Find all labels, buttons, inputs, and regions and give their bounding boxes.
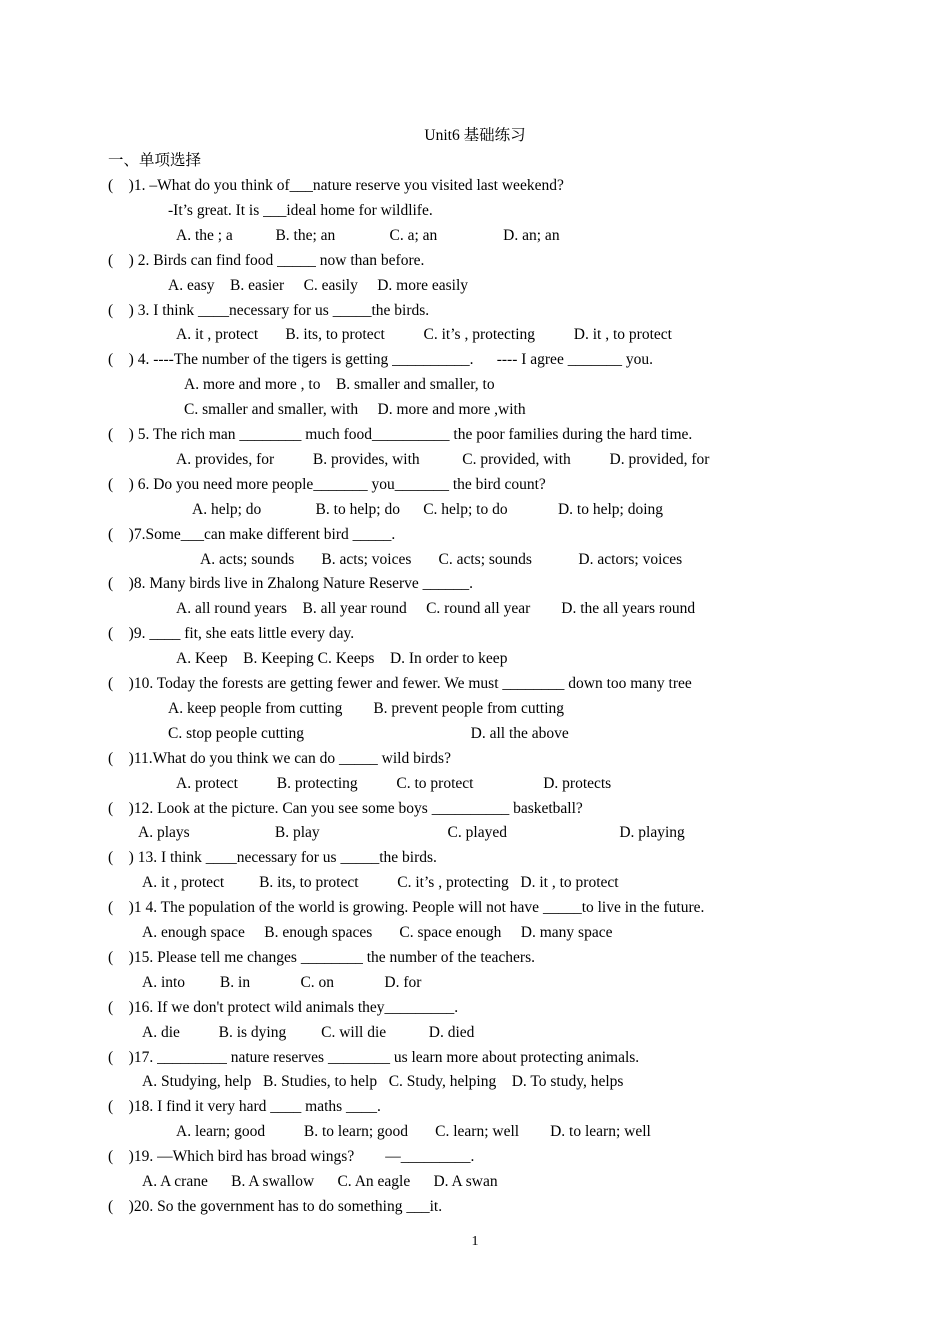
question-line: ( )11.What do you think we can do _____ wild birds? (108, 749, 451, 767)
question-line: ( )16. If we don't protect wild animals they_________. (108, 998, 459, 1016)
options-line: A. keep people from cutting B. prevent people from cutting (168, 699, 565, 717)
options-line: A. enough space B. enough spaces C. space enough D. many space (142, 924, 613, 941)
question-line: ( ) 6. Do you need more people_______ you_______ the bird count? (108, 475, 546, 493)
options-line: A. all round years B. all year round C. round all year D. the all years round (176, 600, 696, 618)
question-line: ( )20. So the government has to do something ___it. (108, 1197, 443, 1215)
question-line: ( )18. I find it very hard ____ maths ____. (108, 1098, 381, 1116)
options-line: C. stop people cutting D. all the above (168, 724, 569, 742)
options-line: A. provides, for B. provides, with C. provided, with D. provided, for (176, 450, 710, 468)
options-line: A. into B. in C. on D. for (142, 973, 422, 991)
options-line: A. protect B. protecting C. to protect D. protects (176, 774, 612, 792)
question-line: ( ) 5. The rich man ________ much food__________ the poor families during the hard time. (108, 426, 693, 443)
options-line: C. smaller and smaller, with D. more and more ,with (184, 401, 526, 419)
question-line: ( )19. —Which bird has broad wings? —_________. (108, 1148, 475, 1166)
section-heading: 一、单项选择 (108, 152, 202, 169)
question-line: ( )7.Some___can make different bird _____. (108, 525, 396, 543)
question-line: ( )8. Many birds live in Zhalong Nature Reserve ______. (108, 575, 474, 593)
options-line: A. learn; good B. to learn; good C. learn; well D. to learn; well (176, 1123, 651, 1141)
options-line: -It’s great. It is ___ideal home for wildlife. (168, 201, 433, 219)
question-line: ( )15. Please tell me changes ________ the number of the teachers. (108, 948, 535, 966)
options-line: A. Keep B. Keeping C. Keeps D. In order to keep (176, 650, 508, 668)
options-line: A. die B. is dying C. will die D. died (142, 1023, 475, 1041)
question-line: ( ) 13. I think ____necessary for us _____the birds. (108, 849, 437, 867)
options-line: A. plays B. play C. played D. playing (138, 824, 685, 842)
page-title: Unit6 基础练习 (424, 127, 526, 144)
options-line: A. help; do B. to help; do C. help; to do D. to help; doing (192, 500, 664, 518)
options-line: A. easy B. easier C. easily D. more easily (168, 276, 469, 294)
question-line: ( ) 3. I think ____necessary for us _____the birds. (108, 301, 430, 319)
question-line: ( )9. ____ fit, she eats little every day. (108, 625, 355, 643)
options-line: A. A crane B. A swallow C. An eagle D. A swan (142, 1173, 498, 1190)
question-line: ( )10. Today the forests are getting fewer and fewer. We must ________ down too many tree (108, 675, 692, 692)
options-line: A. it , protect B. its, to protect C. it’s , protecting D. it , to protect (142, 874, 619, 892)
options-line: A. acts; sounds B. acts; voices C. acts; sounds D. actors; voices (200, 550, 683, 568)
question-line: ( ) 4. ----The number of the tigers is getting __________. ---- I agree _______ you. (108, 351, 653, 369)
question-line: ( )1 4. The population of the world is growing. People will not have _____to live in the future. (108, 899, 705, 917)
options-line: A. Studying, help B. Studies, to help C. Study, helping D. To study, helps (142, 1073, 624, 1091)
options-line: A. the ; a B. the; an C. a; an D. an; an (176, 226, 560, 244)
question-line: ( )12. Look at the picture. Can you see some boys __________ basketball? (108, 799, 583, 817)
options-line: A. more and more , to B. smaller and smaller, to (184, 376, 495, 394)
options-line: A. it , protect B. its, to protect C. it’s , protecting D. it , to protect (176, 326, 672, 344)
question-line: ( ) 2. Birds can find food _____ now than before. (108, 251, 425, 269)
question-line: ( )1. –What do you think of___nature reserve you visited last weekend? (108, 177, 564, 194)
page-number: 1 (471, 1234, 479, 1249)
question-line: ( )17. _________ nature reserves ________ us learn more about protecting animals. (108, 1048, 640, 1066)
